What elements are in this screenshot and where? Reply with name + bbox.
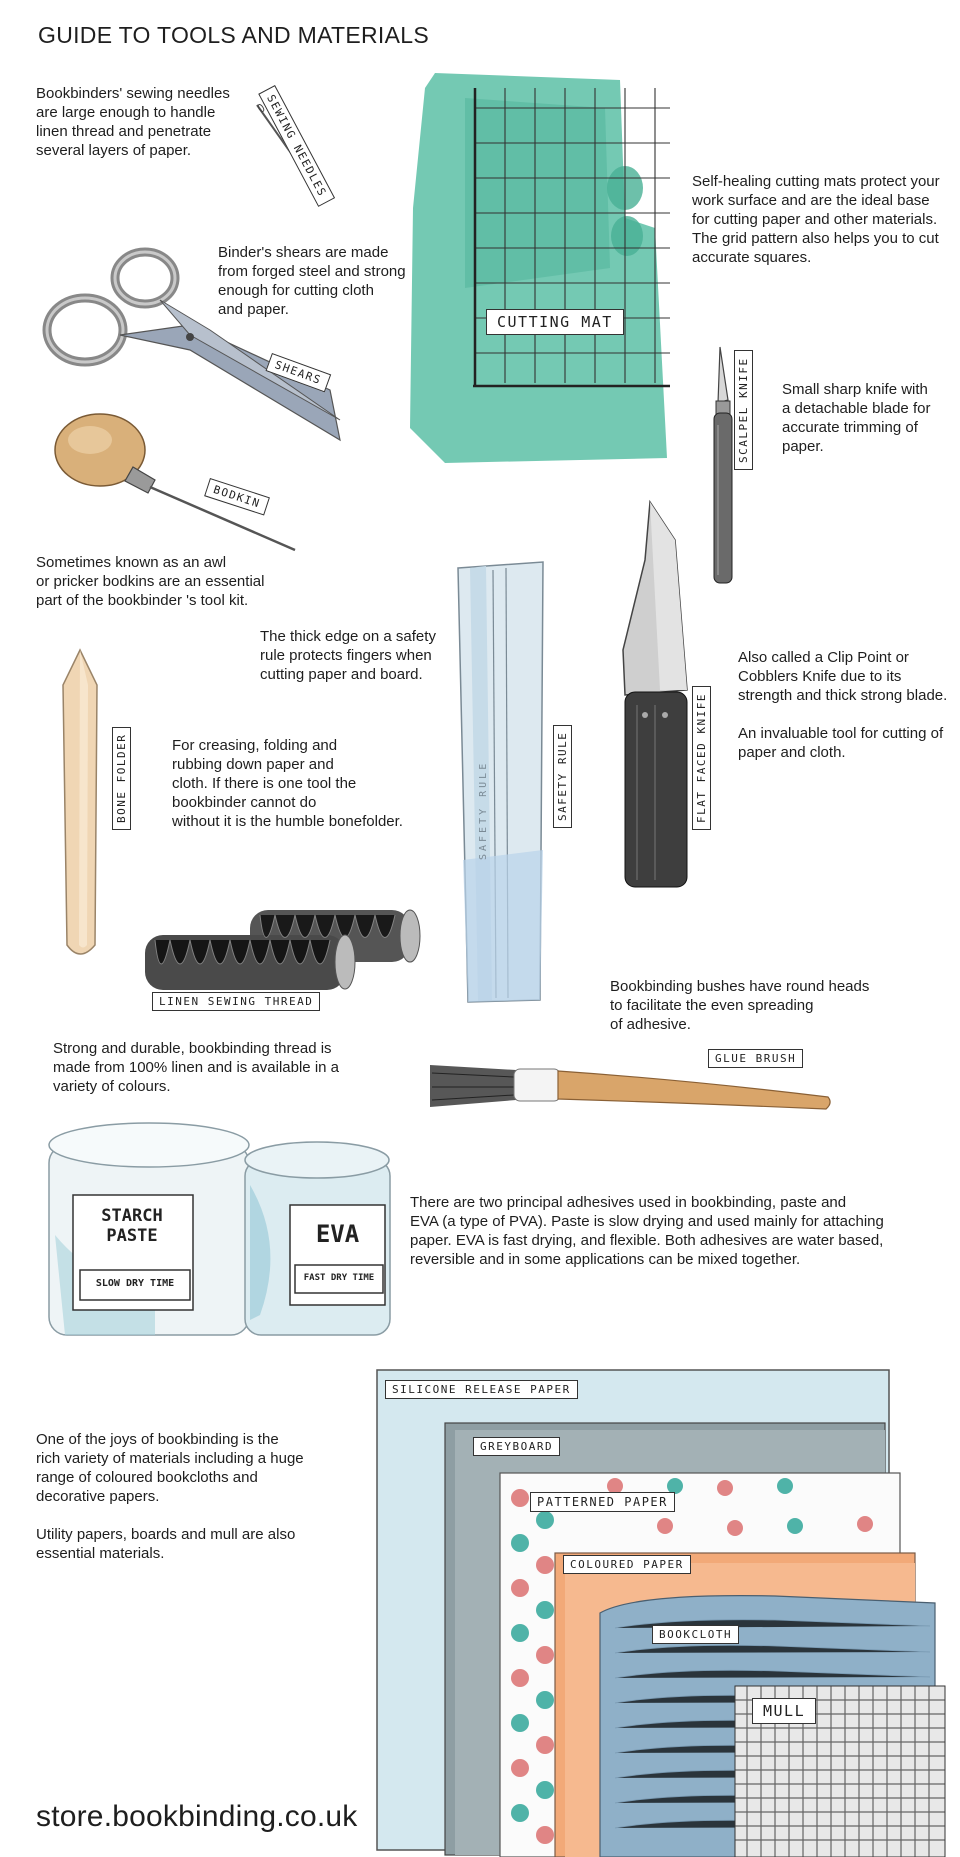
- bone-folder-description: For creasing, folding and rubbing down paper and cloth. If there is one tool the bookbinder cannot do without it is the humble bonefolder.: [172, 737, 403, 830]
- safety-rule-illustration: [448, 560, 548, 1005]
- materials-stack-illustration: [375, 1368, 950, 1857]
- flat-faced-knife-tag: FLAT FACED KNIFE: [692, 686, 711, 830]
- page-title: GUIDE TO TOOLS AND MATERIALS: [38, 22, 429, 48]
- eva-fast-dry-label: FAST DRY TIME: [303, 1273, 375, 1283]
- materials-description: One of the joys of bookbinding is the rich variety of materials including a huge range of coloured bookcloths and decorative papers. Utility papers, boards and mull are also essential materials.: [36, 1431, 304, 1562]
- glue-brush-description: Bookbinding bushes have round heads to facilitate the even spreading of adhesive.: [610, 978, 870, 1033]
- cutting-mat-illustration: [405, 68, 675, 463]
- shears-description: Binder's shears are made from forged steel and strong enough for cutting cloth and paper.: [218, 244, 406, 318]
- safety-rule-engraving: SAFETY RULE: [478, 760, 489, 860]
- linen-thread-tag: LINEN SEWING THREAD: [152, 992, 320, 1011]
- greyboard-tag: GREYBOARD: [473, 1437, 560, 1456]
- scalpel-knife-tag: SCALPEL KNIFE: [734, 350, 753, 470]
- starch-label-line-2: PASTE: [106, 1226, 158, 1246]
- starch-label-line-1: STARCH: [101, 1206, 163, 1226]
- store-url[interactable]: store.bookbinding.co.uk: [36, 1800, 358, 1833]
- bookcloth-tag: BOOKCLOTH: [652, 1625, 739, 1644]
- cutting-mat-description: Self-healing cutting mats protect your work surface and are the ideal base for cutting paper and other materials. The grid pattern also helps you to cut accurate squares.: [692, 173, 940, 266]
- flat-faced-knife-illustration: [615, 500, 695, 895]
- flat-knife-description: Also called a Clip Point or Cobblers Knife due to its strength and thick strong blade. An invaluable tool for cutting of paper and cloth.: [738, 649, 948, 761]
- coloured-paper-tag: COLOURED PAPER: [563, 1555, 691, 1574]
- linen-thread-illustration: [145, 900, 425, 1000]
- adhesives-description: There are two principal adhesives used in bookbinding, paste and EVA (a type of PVA). Paste is slow drying and used mainly for attaching paper. EVA is fast drying, and flexible. Both adhesives are water based, reversible and in some applications can be mixed together.: [410, 1194, 884, 1268]
- cutting-mat-tag: CUTTING MAT: [486, 309, 624, 335]
- bone-folder-illustration: [55, 645, 105, 965]
- starch-slow-dry-label: SLOW DRY TIME: [95, 1278, 175, 1289]
- silicone-release-paper-tag: SILICONE RELEASE PAPER: [385, 1380, 578, 1399]
- safety-rule-tag: SAFETY RULE: [553, 725, 572, 828]
- starch-paste-label: [76, 1206, 188, 1246]
- bodkin-description: Sometimes known as an awl or pricker bodkins are an essential part of the bookbinder 's tool kit.: [36, 554, 265, 609]
- mull-tag: MULL: [752, 1698, 816, 1724]
- bone-folder-tag: BONE FOLDER: [112, 727, 131, 830]
- needles-description: Bookbinders' sewing needles are large enough to handle linen thread and penetrate several layers of paper.: [36, 85, 230, 159]
- sewing-needles-tag: SEWING NEEDLES: [258, 85, 335, 207]
- bodkin-illustration: [45, 405, 305, 555]
- patterned-paper-tag: PATTERNED PAPER: [530, 1492, 675, 1512]
- glue-brush-tag: GLUE BRUSH: [708, 1049, 803, 1068]
- linen-thread-description: Strong and durable, bookbinding thread is made from 100% linen and is available in a variety of colours.: [53, 1040, 340, 1095]
- bodkin-tag: BODKIN: [204, 478, 270, 515]
- safety-rule-description: The thick edge on a safety rule protects fingers when cutting paper and board.: [260, 628, 436, 683]
- scalpel-description: Small sharp knife with a detachable blade for accurate trimming of paper.: [782, 381, 931, 455]
- shears-tag: SHEARS: [266, 353, 331, 392]
- eva-label: EVA: [315, 1220, 360, 1248]
